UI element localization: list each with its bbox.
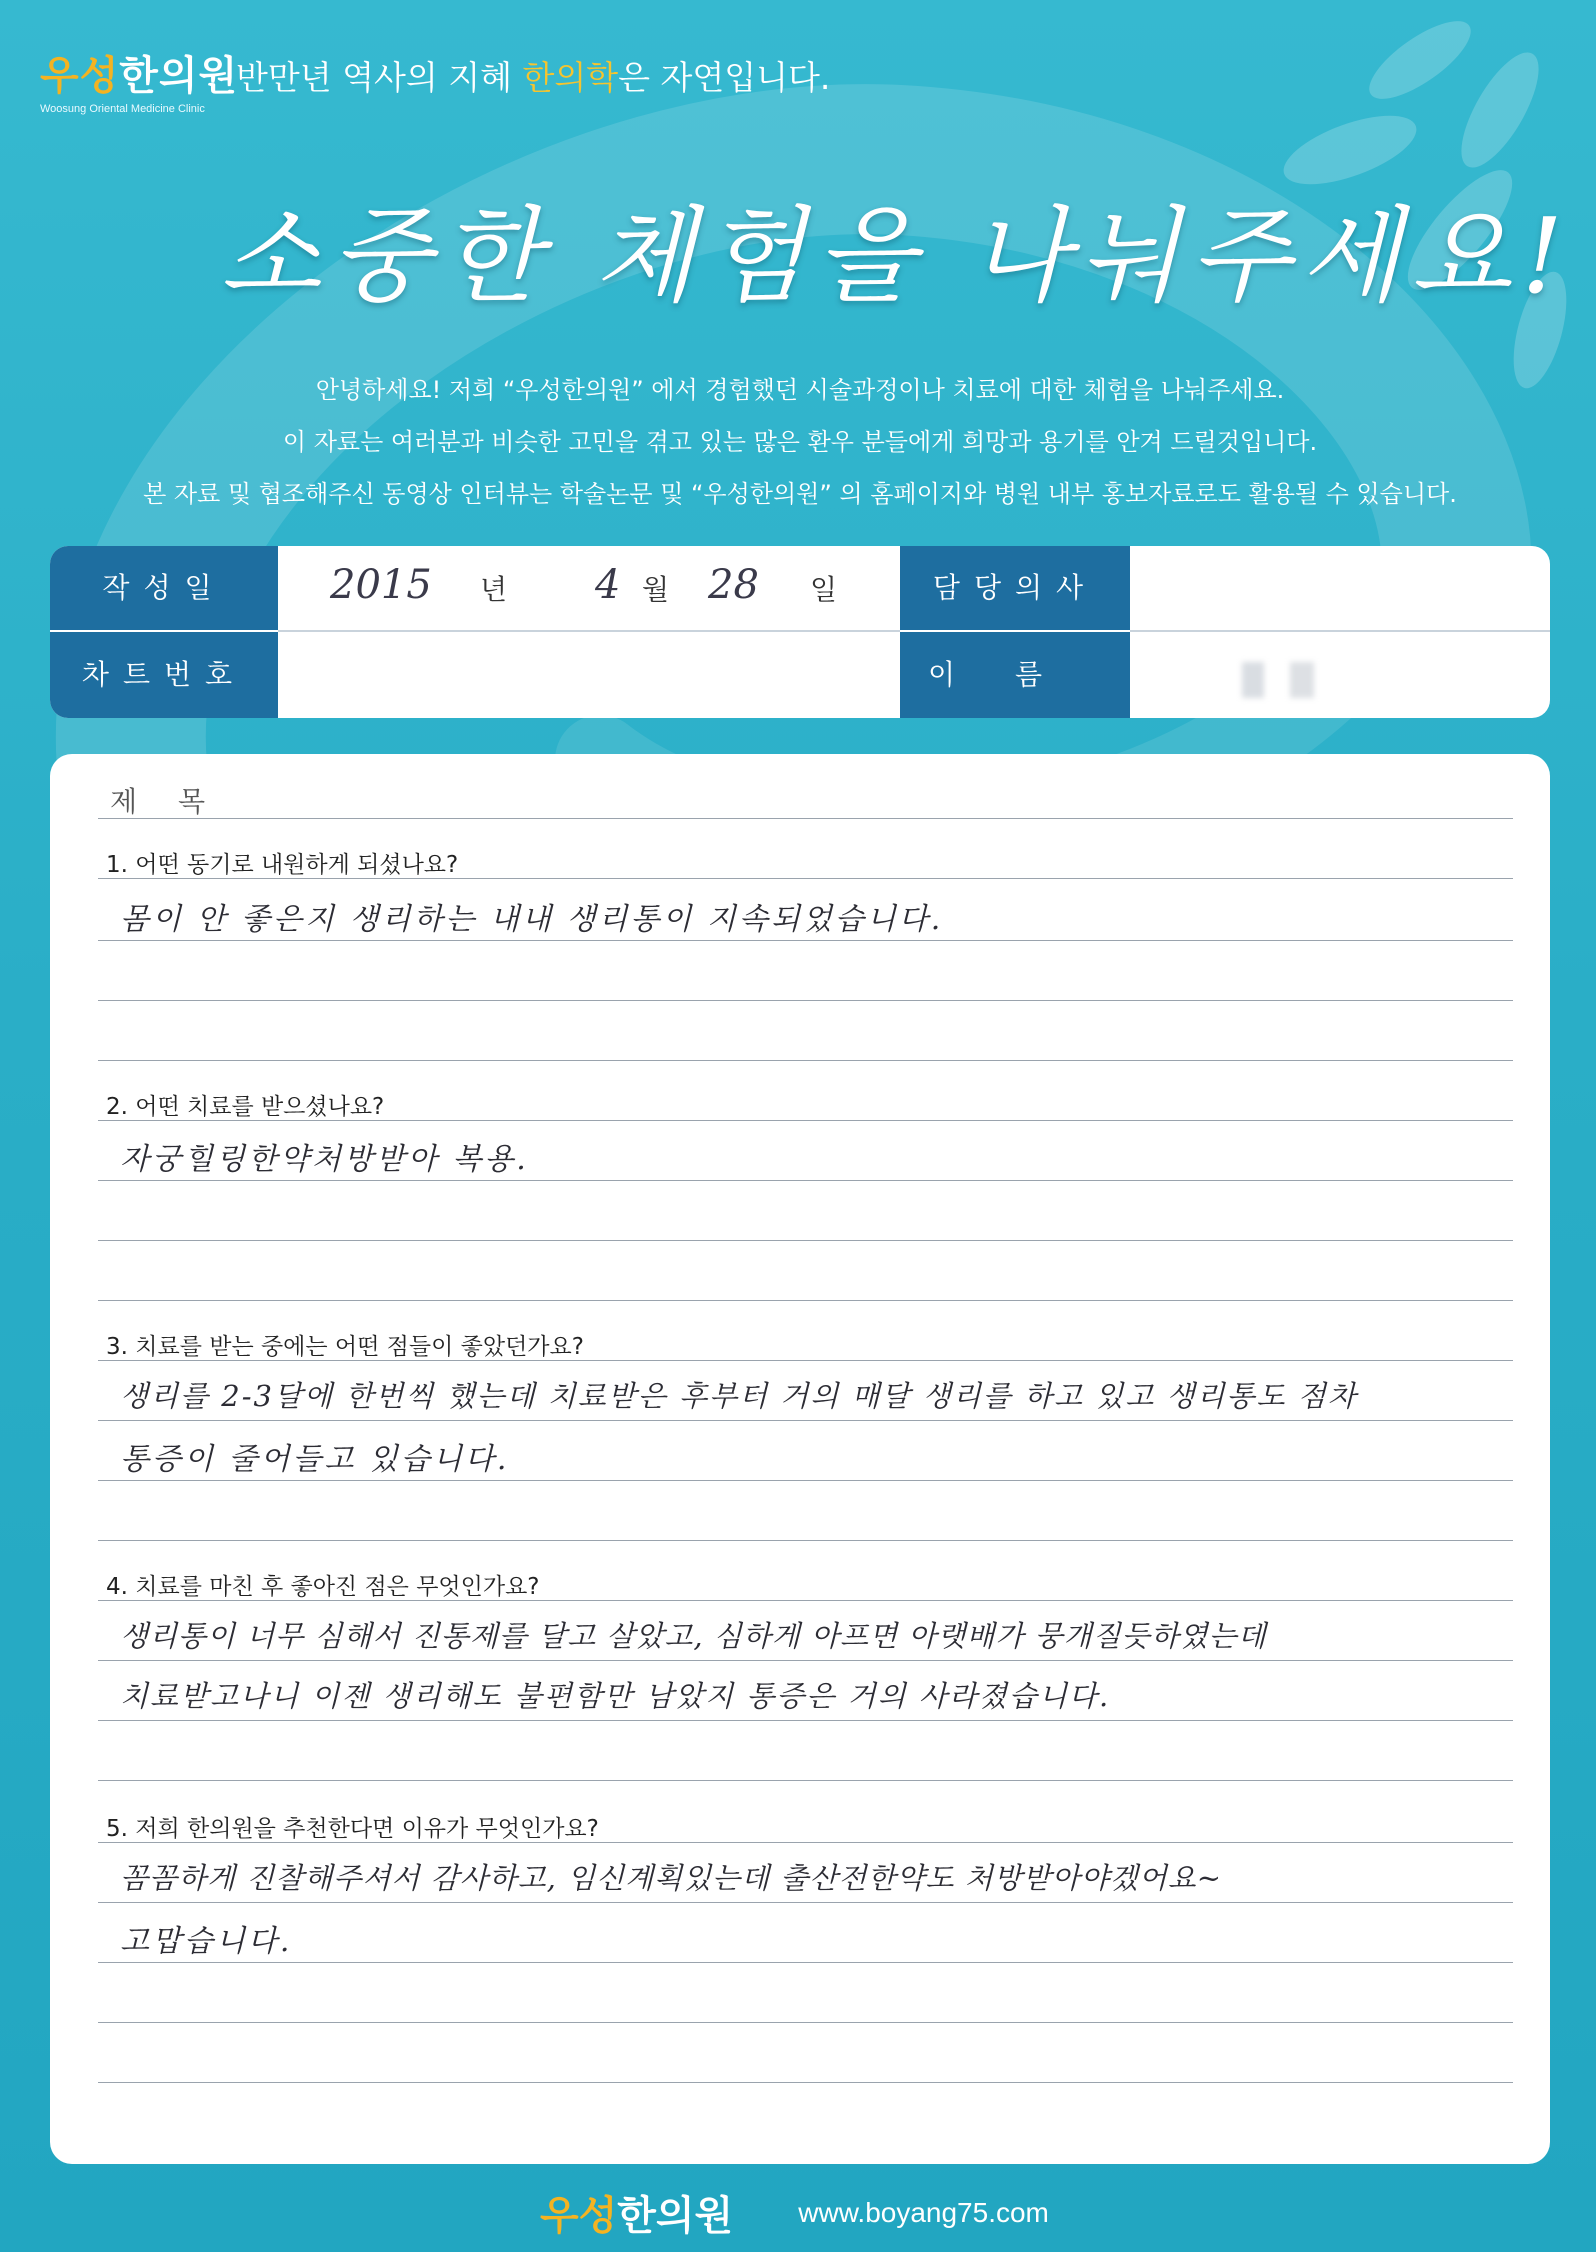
name-label: 이름	[900, 632, 1130, 718]
rule-line	[98, 818, 1513, 819]
rule-line	[98, 940, 1513, 941]
answer-4-line-2[interactable]: 치료받고나니 이젠 생리해도 불편함만 남았지 통증은 거의 사라졌습니다.	[120, 1679, 1111, 1713]
rule-line	[98, 1720, 1513, 1721]
name-redacted	[1242, 662, 1342, 698]
date-year-field[interactable]: 2015	[330, 562, 432, 608]
question-4: 4. 치료를 마친 후 좋아진 점은 무엇인가요?	[106, 1574, 540, 1600]
date-month-field[interactable]: 4	[595, 562, 621, 608]
rule-line	[98, 1360, 1513, 1361]
date-label: 작성일	[50, 546, 278, 630]
doctor-label: 담당의사	[900, 546, 1130, 630]
rule-line	[98, 1420, 1513, 1421]
rule-line	[98, 1540, 1513, 1541]
rule-line	[98, 1660, 1513, 1661]
rule-line	[98, 1240, 1513, 1241]
rule-line	[98, 1180, 1513, 1181]
rule-line	[98, 2022, 1513, 2023]
chart-number-label: 차트번호	[50, 632, 278, 718]
footer	[540, 2184, 1049, 2241]
clinic-logo-text	[40, 44, 238, 101]
clinic-logo-subtitle: Woosung Oriental Medicine Clinic	[40, 103, 205, 115]
date-day-field[interactable]: 28	[708, 562, 759, 608]
answer-3-line-2[interactable]: 통증이 줄어들고 있습니다.	[120, 1442, 510, 1477]
tagline-part-b: 은 자연입니다.	[618, 58, 831, 97]
footer-logo-accent: 우성	[540, 2193, 618, 2239]
survey-form	[50, 754, 1550, 2164]
month-unit: 월	[642, 573, 670, 606]
rule-line	[98, 1780, 1513, 1781]
intro-line: 안녕하세요! 저희 “우성한의원” 에서 경험했던 시술과정이나 치료에 대한 체험을 나눠주세요.	[315, 376, 1285, 404]
question-5: 5. 저희 한의원을 추천한다면 이유가 무엇인가요?	[106, 1816, 599, 1842]
answer-4-line-1[interactable]: 생리통이 너무 심해서 진통제를 달고 살았고, 심하게 아프면 아랫배가 뭉개질듯하였는데	[120, 1619, 1267, 1653]
year-unit: 년	[480, 573, 508, 606]
footer-logo	[540, 2184, 733, 2241]
logo-rest: 한의원	[119, 53, 239, 99]
tagline	[236, 52, 830, 99]
rule-line	[98, 1000, 1513, 1001]
rule-line	[98, 1962, 1513, 1963]
tagline-part-a: 반만년 역사의 지혜	[236, 58, 523, 97]
answer-1-line-1[interactable]: 몸이 안 좋은지 생리하는 내내 생리통이 지속되었습니다.	[120, 902, 944, 937]
row-divider	[278, 630, 900, 632]
question-3: 3. 치료를 받는 중에는 어떤 점들이 좋았던가요?	[106, 1334, 584, 1360]
rule-line	[98, 1600, 1513, 1601]
headline: 소중한 체험을 나눠주세요!	[220, 195, 1574, 317]
logo-accent: 우성	[40, 53, 120, 99]
intro-line: 이 자료는 여러분과 비슷한 고민을 겪고 있는 많은 환우 분들에게 희망과 용기를 안겨 드릴것입니다.	[282, 428, 1318, 456]
rule-line	[98, 1060, 1513, 1061]
question-1: 1. 어떤 동기로 내원하게 되셨나요?	[106, 852, 459, 878]
question-2: 2. 어떤 치료를 받으셨나요?	[106, 1094, 385, 1120]
rule-line	[98, 1842, 1513, 1843]
answer-5-line-1[interactable]: 꼼꼼하게 진찰해주셔서 감사하고, 임신계획있는데 출산전한약도 처방받아야겠어요~	[120, 1861, 1223, 1895]
intro-line: 본 자료 및 협조해주신 동영상 인터뷰는 학술논문 및 “우성한의원” 의 홈페이지와 병원 내부 홍보자료로도 활용될 수 있습니다.	[143, 480, 1457, 508]
answer-3-line-1[interactable]: 생리를 2-3달에 한번씩 했는데 치료받은 후부터 거의 매달 생리를 하고 있고 생리통도 점차	[120, 1379, 1358, 1413]
row-divider	[1130, 630, 1550, 632]
rule-line	[98, 1480, 1513, 1481]
rule-line	[98, 1120, 1513, 1121]
tagline-highlight: 한의학	[522, 58, 619, 97]
answer-5-line-2[interactable]: 고맙습니다.	[120, 1924, 293, 1959]
footer-logo-rest: 한의원	[617, 2193, 734, 2239]
rule-line	[98, 2082, 1513, 2083]
title-label: 제 목	[110, 785, 221, 818]
clinic-logo	[40, 44, 238, 115]
day-unit: 일	[810, 573, 838, 606]
answer-2-line-1[interactable]: 자궁힐링한약처방받아 복용.	[120, 1142, 529, 1177]
rule-line	[98, 878, 1513, 879]
rule-line	[98, 1300, 1513, 1301]
intro-text	[60, 364, 1540, 520]
rule-line	[98, 1902, 1513, 1903]
footer-url[interactable]: www.boyang75.com	[798, 2196, 1049, 2228]
